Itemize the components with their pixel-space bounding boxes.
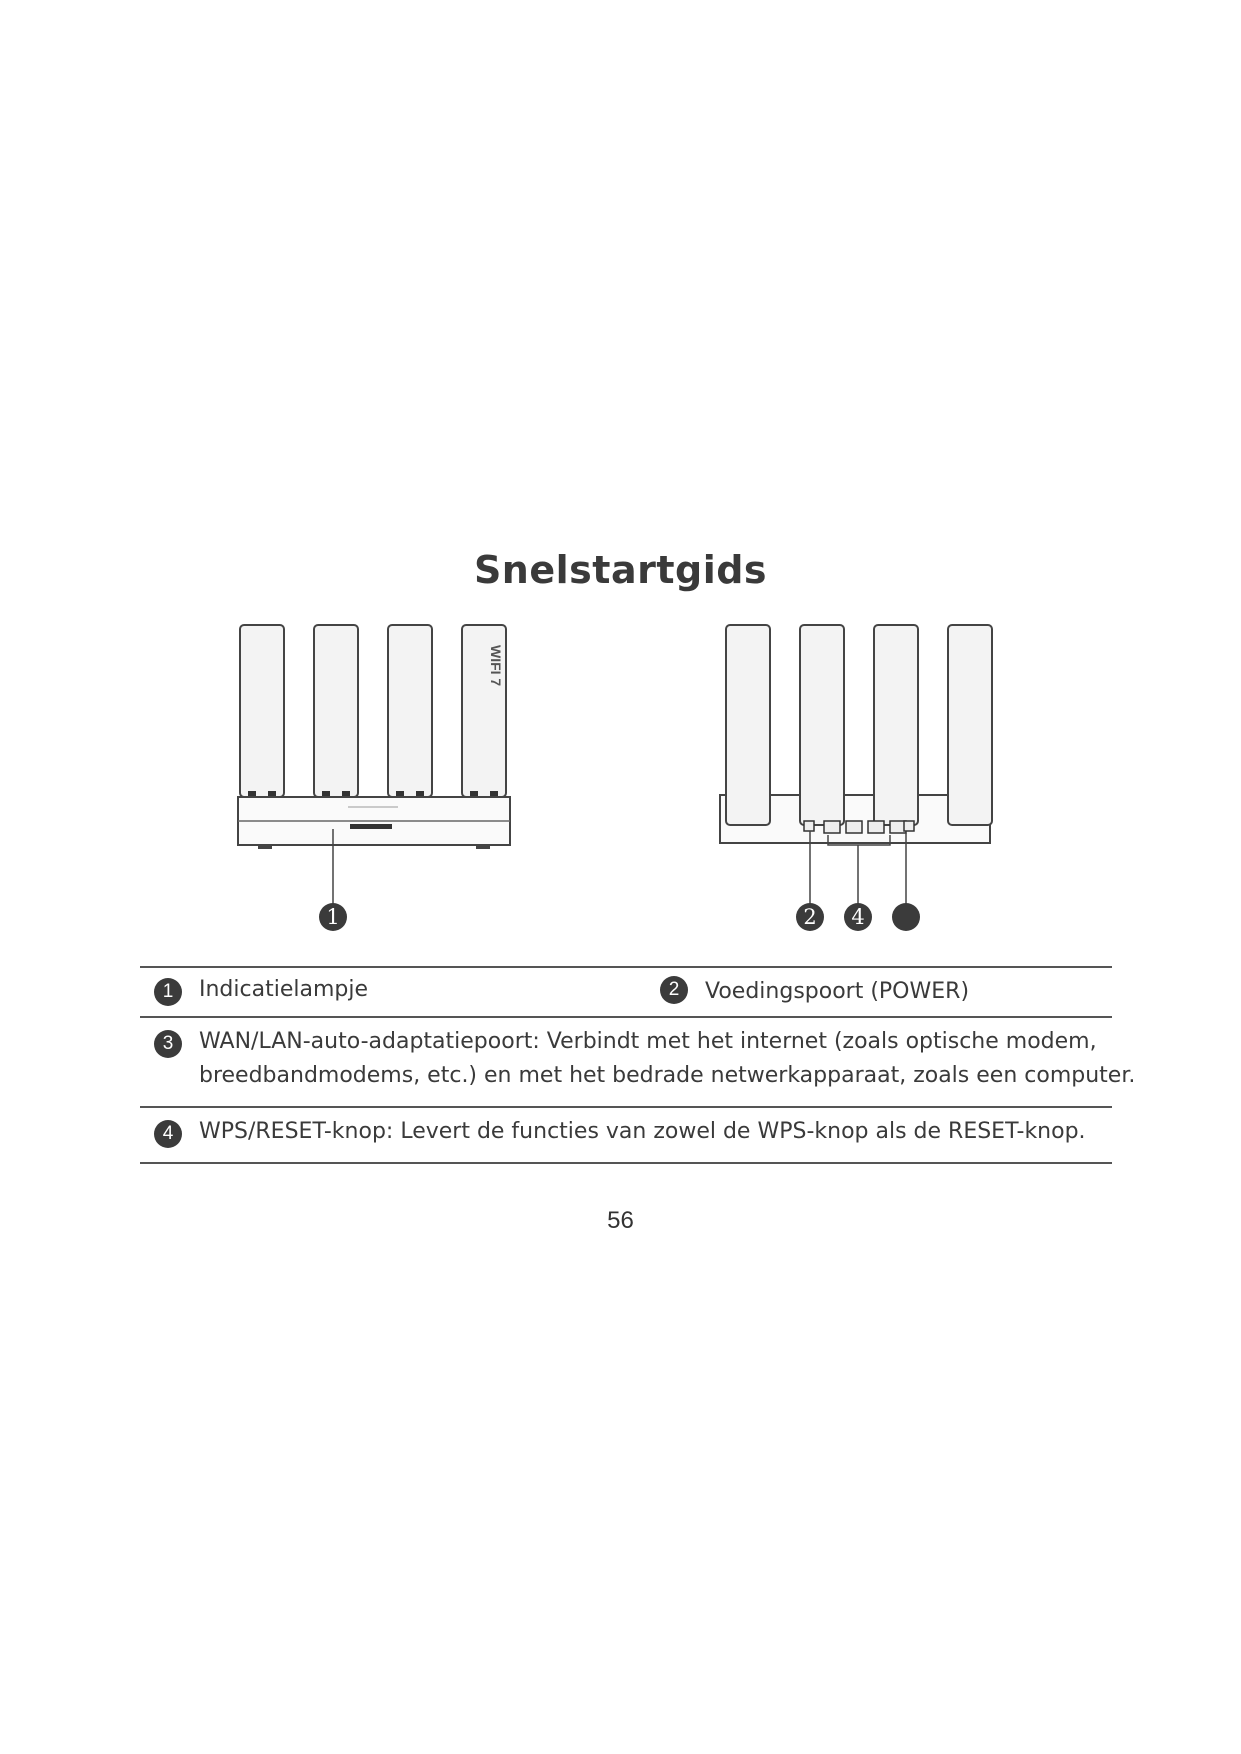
page-title: Snelstartgids	[473, 548, 768, 592]
wifi7-label: WIFI 7	[488, 645, 504, 687]
legend-num-3: 3	[154, 1030, 182, 1058]
router-back-drawing	[718, 615, 1018, 940]
back-callout-3	[892, 903, 920, 931]
legend-text-3-line1: WAN/LAN-auto-adaptatiepoort: Verbindt met het internet (zoals optische modem,	[199, 1029, 1097, 1054]
legend-text-4: WPS/RESET-knop: Levert de functies van zowel de WPS-knop als de RESET-knop.	[199, 1119, 1086, 1144]
page-number: 56	[607, 1207, 634, 1234]
legend-row-4	[140, 1108, 1112, 1162]
router-back-illustration	[718, 615, 1018, 940]
legend-text-1: Indicatielampje	[199, 977, 368, 1002]
legend-text-3-line2: breedbandmodems, etc.) en met het bedrade netwerkapparaat, zoals een computer.	[199, 1063, 1136, 1088]
legend-text-2: Voedingspoort (POWER)	[705, 979, 970, 1004]
front-callout-1: 1	[319, 903, 347, 931]
back-callout-2: 2	[796, 903, 824, 931]
legend-row-3	[140, 1018, 1136, 1106]
legend-row-1	[140, 968, 1112, 1016]
router-front-illustration	[228, 615, 528, 940]
legend-num-1: 1	[154, 978, 182, 1006]
legend-table	[140, 966, 1136, 1164]
legend-num-4: 4	[154, 1120, 182, 1148]
back-callout-4: 4	[844, 903, 872, 931]
router-front-drawing	[228, 615, 528, 940]
table-rule-bottom	[140, 1162, 1112, 1164]
legend-num-2: 2	[660, 976, 688, 1004]
